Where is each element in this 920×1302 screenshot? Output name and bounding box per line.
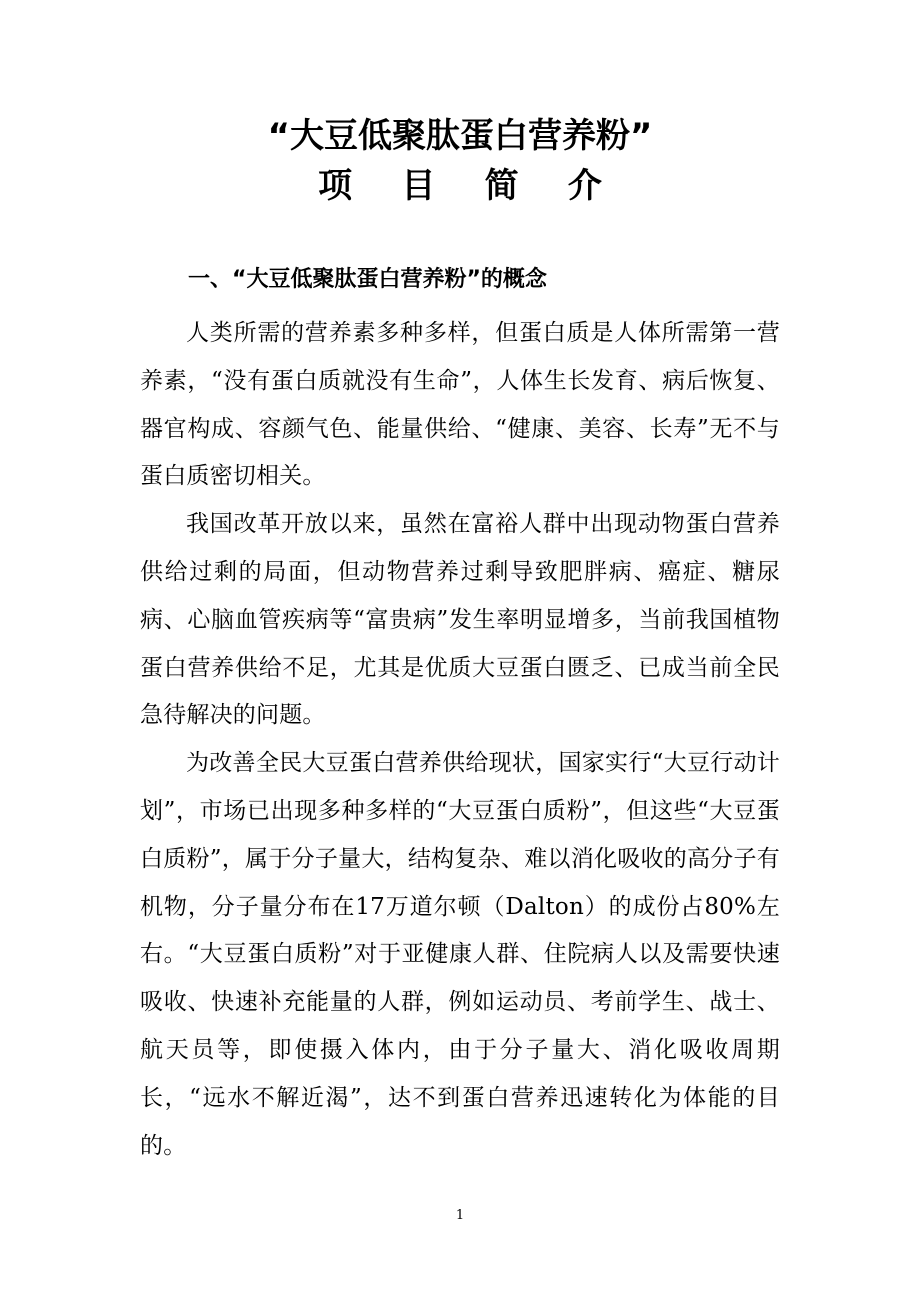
body-text — [140, 310, 780, 1170]
document-subtitle: 项 目 简 介 — [318, 166, 621, 206]
document-title: “大豆低聚肽蛋白营养粉” — [267, 116, 653, 156]
page-number: 1 — [455, 1208, 465, 1223]
paragraph-1: 人类所需的营养素多种多样，但蛋白质是人体所需第一营养素，“没有蛋白质就没有生命”，人体生长发育、病后恢复、器官构成、容颜气色、能量供给、“健康、美容、长寿”无不与蛋白质密切相关。 — [140, 320, 780, 490]
paragraph-2: 我国改革开放以来，虽然在富裕人群中出现动物蛋白营养供给过剩的局面，但动物营养过剩导致肥胖病、癌症、糖尿病、心脑血管疾病等“富贵病”发生率明显增多，当前我国植物蛋白营养供给不足，尤其是优质大豆蛋白匮乏、已成当前全民急待解决的问题。 — [140, 511, 780, 729]
section-heading: 一、“大豆低聚肽蛋白营养粉”的概念 — [188, 267, 547, 292]
paragraph-3: 为改善全民大豆蛋白营养供给现状，国家实行“大豆行动计划”，市场已出现多种多样的“大豆蛋白质粉”，但这些“大豆蛋白质粉”，属于分子量大，结构复杂、难以消化吸收的高分子有机物，分子量分布在17万道尔顿（Dalton）的成份占80%左右。“大豆蛋白质粉”对于亚健康人群、住院病人以及需要快速吸收、快速补充能量的人群，例如运动员、考前学生、战士、航天员等，即使摄入体内，由于分子量大、消化吸收周期长，“远水不解近渴”，达不到蛋白营养迅速转化为体能的目的。 — [140, 750, 780, 1159]
